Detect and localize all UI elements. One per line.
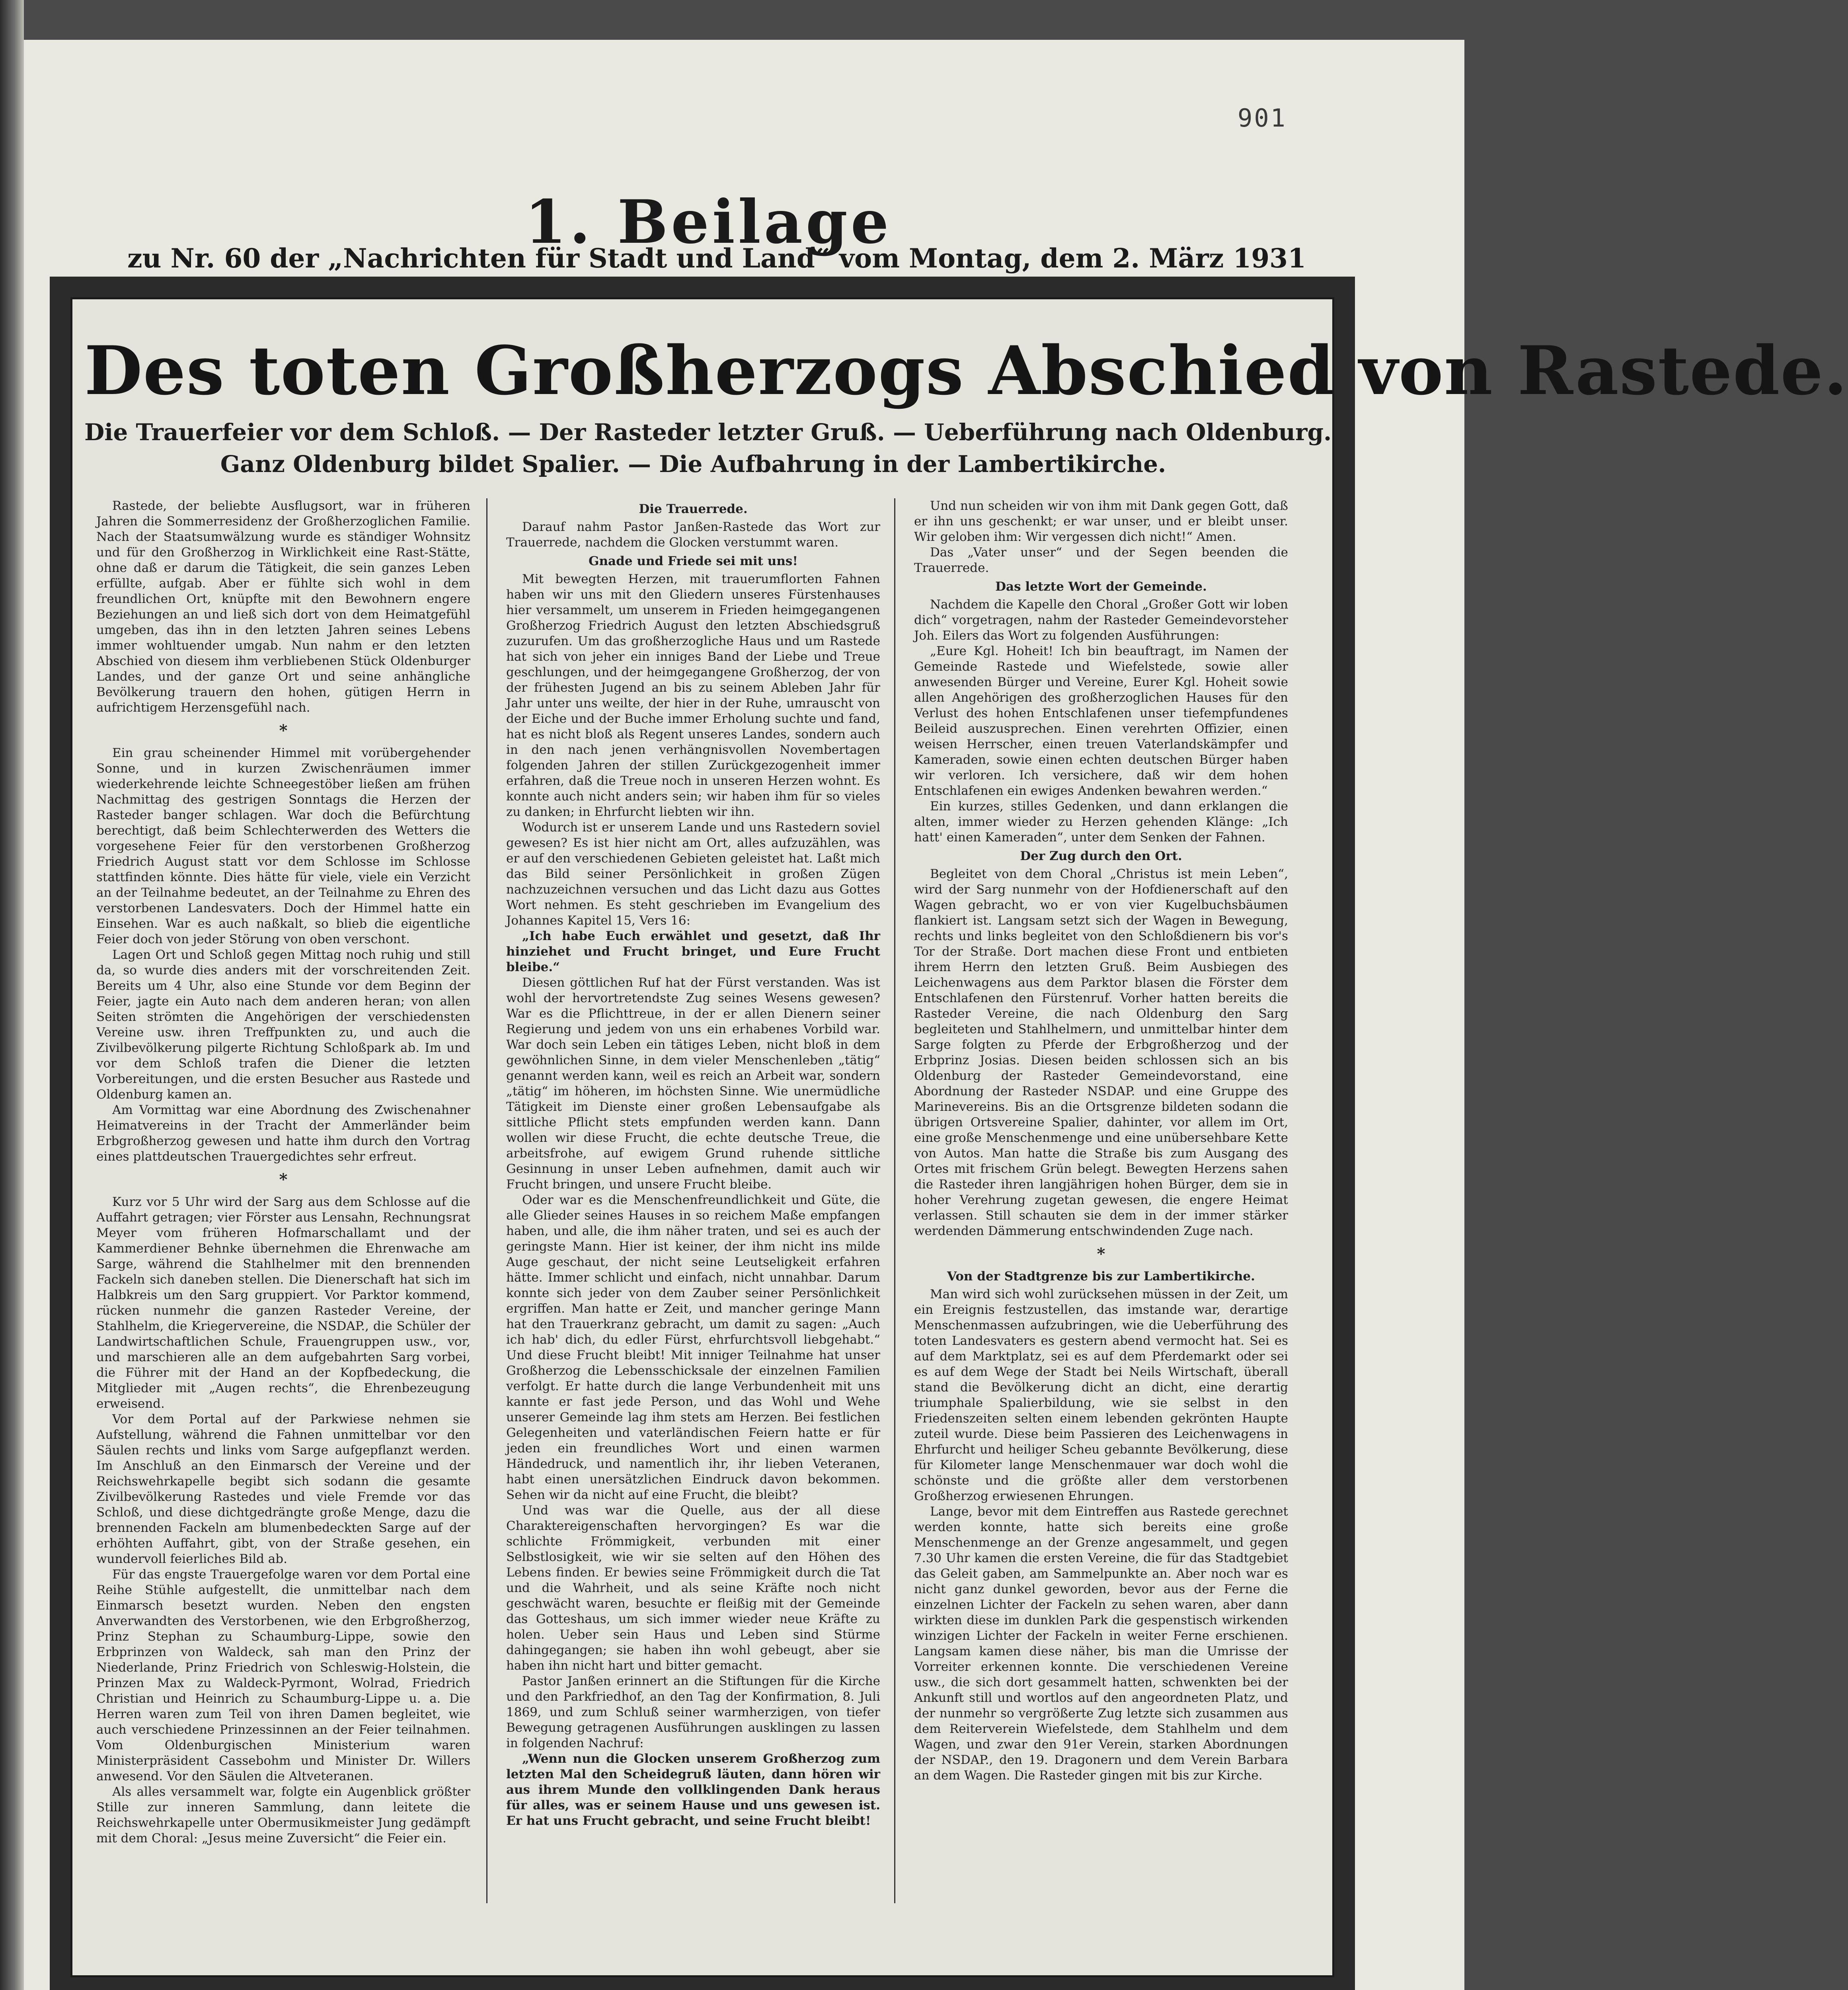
paragraph: Nachdem die Kapelle den Choral „Großer Gott wir loben dich“ vorgetragen, nahm der Rasteder Gemeindevorsteher Joh. Eilers das Wort zu folgenden Ausführungen: [914,597,1288,643]
paragraph: Lange, bevor mit dem Eintreffen aus Rastede gerechnet werden konnte, hatte sich bereits eine große Menschenmenge an der Grenze angesammelt, und gegen 7.30 Uhr kamen die ersten Vereine, die für das Stadtgebiet das Geleit gaben, am Sammelpunkte an. Aber noch war es nicht ganz dunkel geworden, bevor aus der Ferne die einzelnen Lichter der Fackeln zu sehen waren, aber dann wirkten diese im dunklen Park die gespenstisch wirkenden winzigen Lichter der Fackeln in weiter Ferne erschienen. Langsam kamen diese näher, bis man die Umrisse der Vorreiter erkennen konnte. Die verschiedenen Vereine usw., die sich dort gesammelt hatten, schwenkten bei der Ankunft still und wortlos auf den angeordneten Platz, und der nunmehr so vergrößerte Zug letzte sich zusammen aus dem Reiterverein Wiefelstede, dem Stahlhelm und dem Wagen, und zwar den 91er Verein, starken Abordnungen der NSDAP., den 19. Dragonern und dem Verein Barbara an dem Wagen. Die Rasteder gingen mit bis zur Kirche. [914,1504,1288,1783]
paragraph: Oder war es die Menschenfreundlichkeit und Güte, die alle Glieder seines Hauses in so reichem Maße empfangen haben, und alle, die ihm näher traten, und sei es auch der geringste Mann. Hier ist keiner, der ihm nicht ins milde Auge geschaut, der nicht seine Leutseligkeit erfahren hätte. Immer schlicht und einfach, nicht unnahbar. Darum konnte sich jeder von dem Zauber seiner Persönlichkeit ergriffen. Man hatte er Zeit, und mancher geringe Mann hat den Trauerkranz gebracht, um damit zu sagen: „Auch ich hab' dich, du edler Fürst, ehrfurchtsvoll liebgehabt.“ Und diese Frucht bleibt! Mit inniger Teilnahme hat unser Großherzog die Lebensschicksale der einzelnen Familien verfolgt. Er hatte durch die lange Verbundenheit mit uns kannte er fast jede Person, und das Wohl und Wehe unserer Gemeinde lag ihm stets am Herzen. Bei festlichen Gelegenheiten und vaterländischen Feiern hatte er für jeden ein freundliches Wort und einen warmen Händedruck, und namentlich ihr, ihr lieben Veteranen, habt einen unersätzlichen Eindruck davon bekommen. Sehen wir da nicht auf eine Frucht, die bleibt? [506,1193,880,1502]
supplement-title: 1. Beilage [524,187,892,257]
section-heading: Der Zug durch den Ort. [1020,849,1182,863]
column-rule [486,498,487,1903]
paragraph: Pastor Janßen erinnert an die Stiftungen für die Kirche und den Parkfriedhof, an den Tag der Konfirmation, 8. Juli 1869, und zum Schluß seiner warmherzigen, von tiefer Bewegung getragenen Ausführungen ausklingen zu lassen in folgenden Nachruf: [506,1674,880,1750]
paragraph: Als alles versammelt war, folgte ein Augenblick größter Stille zur inneren Sammlung, dann leitete die Reichswehrkapelle unter Obermusikmeister Jung gedämpft mit dem Choral: „Jesus meine Zuversicht“ die Feier ein. [96,1785,470,1846]
paragraph: Ein grau scheinender Himmel mit vorübergehender Sonne, und in kurzen Zwischenräumen immer wiederkehrende leichte Schneegestöber ließen am frühen Nachmittag des gestrigen Sonntags die Herzen der Rasteder banger schlagen. War doch die Befürchtung berechtigt, daß beim Schlechterwerden des Wetters die vorgesehene Feier für den verstorbenen Großherzog Friedrich August statt vor dem Schlosse im Schlosse stattfinden könnte. Dies hätte für viele, viele ein Verzicht an der Teilnahme bedeutet, an der Teilnahme zu Ehren des verstorbenen Landesvaters. Doch der Himmel hatte ein Einsehen. War es auch naßkalt, so blieb die eigentliche Feier doch von jeder Störung von oben verschont. [96,746,470,946]
paragraph: Rastede, der beliebte Ausflugsort, war in früheren Jahren die Sommerresidenz der Großherzoglichen Familie. Nach der Staatsumwälzung wurde es ständiger Wohnsitz und für den Großherzog in Wirklichkeit eine Rast-Stätte, ohne daß er darum die Tätigkeit, die sein ganzes Leben erfüllte, aufgab. Aber er fühlte sich wohl in dem freundlichen Ort, knüpfte mit den Bewohnern engere Beziehungen an und ließ sich dort von dem Heimatgefühl umgeben, das ihn in den letzten Jahren seines Lebens immer wohltuender umgab. Nun nahm er den letzten Abschied von diesem ihm verbliebenen Stück Oldenburger Landes, und der ganze Ort und seine anhängliche Bevölkerung trauern den hohen, gütigen Herrn in aufrichtigem Herzensgefühl nach. [96,499,470,715]
article-subheadline-1: Die Trauerfeier vor dem Schloß. — Der Rasteder letzter Gruß. — Ueberführung nach Oldenburg. [84,419,1332,446]
article-column-1 [96,498,470,1903]
article-column-2 [506,498,880,1903]
article-column-3 [914,498,1288,1903]
section-heading: Das letzte Wort der Gemeinde. [995,579,1207,594]
page-number: 901 [1238,103,1287,133]
paragraph: Ein kurzes, stilles Gedenken, und dann erklangen die alten, immer wieder zu Herzen gehenden Klänge: „Ich hatt' einen Kameraden“, unter dem Senken der Fahnen. [914,799,1288,845]
article-headline: Des toten Großherzogs Abschied von Rastede. [84,331,1848,410]
paragraph: Darauf nahm Pastor Janßen-Rastede das Wort zur Trauerrede, nachdem die Glocken verstummt waren. [506,520,880,550]
paragraph: Diesen göttlichen Ruf hat der Fürst verstanden. Was ist wohl der hervortretendste Zug seines Wesens gewesen? War es die Pflichttreue, in der er allen Dienern seiner Regierung und jedem von uns ein erhabenes Vorbild war. War doch sein Leben ein tätiges Leben, nicht bloß in dem gewöhnlichen Sinne, in dem vieler Menschenleben „tätig“ genannt werden kann, weil es reich an Arbeit war, sondern „tätig“ im höheren, im höchsten Sinne. Wie unermüdliche Tätigkeit im Dienste einer großen Lebensaufgabe als sittliche Pflicht stets empfunden werden kann. Dann wollen wir diese Frucht, die echte deutsche Treue, die arbeitsfrohe, auf ewigem Grund ruhende sittliche Gesinnung in unser Leben aufnehmen, damit auch wir Frucht bringen, und unsere Frucht bleibe. [506,975,880,1192]
quote-line: Gnade und Friede sei mit uns! [589,554,798,568]
paragraph: Und was war die Quelle, aus der all diese Charaktereigenschaften hervorgingen? Es war die schlichte Frömmigkeit, verbunden mit einer Selbstlosigkeit, wie wir sie selten auf den Höhen des Lebens finden. Er bewies seine Frömmigkeit durch die Tat und die Wahrheit, und als seine Kräfte noch nicht geschwächt waren, besuchte er fleißig mit der Gemeinde das Gotteshaus, um sich immer wieder neue Kräfte zu holen. Ueber sein Haus und Leben sind Stürme dahingegangen; sie haben ihn wohl gebeugt, aber sie haben ihn nicht hart und bitter gemacht. [506,1503,880,1673]
paragraph: Vor dem Portal auf der Parkwiese nehmen sie Aufstellung, während die Fahnen unmittelbar vor den Säulen rechts und links vom Sarge aufgepflanzt werden. Im Anschluß an den Einmarsch der Vereine und der Reichswehrkapelle begibt sich sodann die gesamte Zivilbevölkerung Rastedes und viele Fremde vor das Schloß, und diese dichtgedrängte große Menge, dazu die brennenden Fackeln am blumenbedeckten Sarge auf der erhöhten Auffahrt, gibt, von der Straße gesehen, ein wundervoll feierliches Bild ab. [96,1412,470,1566]
section-heading: Die Trauerrede. [639,502,748,516]
article-subheadline-2: Ganz Oldenburg bildet Spalier. — Die Aufbahrung in der Lambertikirche. [220,451,1166,478]
paragraph: Das „Vater unser“ und der Segen beenden die Trauerrede. [914,545,1288,575]
paragraph: Mit bewegten Herzen, mit trauerumflorten Fahnen haben wir uns mit den Gliedern unseres Fürstenhauses hier versammelt, um unserem in Frieden heimgegangenen Großherzog Friedrich August den letzten Abschiedsgruß zuzurufen. Um das großherzogliche Haus und um Rastede hat sich von jeher ein inniges Band der Liebe und Treue geschlungen, und der heimgegangene Großherzog, der von der frühesten Jugend an bis zu seinem Ableben Jahr für Jahr unter uns weilte, der hier in der Ruhe, umrauscht von der Eiche und der Buche immer Erholung suchte und fand, hat es nicht bloß als Regent unseres Landes, sondern auch in den nach jenen verhängnisvollen Novembertagen folgenden Jahren der stillen Zurückgezogenheit immer erfahren, daß die Treue noch in unseren Herzen wohnt. Es konnte auch nicht anders sein; wir haben ihm für so vieles zu danken; in Ehrfurcht liebten wir ihn. [506,572,880,819]
column-rule [894,498,895,1903]
section-star: * [1097,1245,1105,1263]
section-star: * [279,721,288,740]
mourning-border-frame [50,277,1848,1990]
paragraph: Lagen Ort und Schloß gegen Mittag noch ruhig und still da, so wurde dies anders mit der vorschreitenden Zeit. Bereits um 4 Uhr, also eine Stunde vor dem Beginn der Feier, jagte ein Auto nach dem anderen heran; von allen Seiten strömten die Angehörigen der verschiedensten Vereine usw. ihren Treffpunkten zu, und auch die Zivilbevölkerung pilgerte Richtung Schloßpark ab. Im und vor dem Schloß trafen die Diener die letzten Vorbereitungen, und die ersten Besucher aus Rastede und Oldenburg kamen an. [96,948,470,1102]
paragraph: Am Vormittag war eine Abordnung des Zwischenahner Heimatvereins in der Tracht der Ammerländer beim Erbgroßherzog gewesen und hatte ihm durch den Vortrag eines plattdeutschen Trauergedichtes sehr erfreut. [96,1103,470,1164]
paragraph: Und nun scheiden wir von ihm mit Dank gegen Gott, daß er ihn uns geschenkt; er war unser, und er bleibt unser. Wir geloben ihm: Wir vergessen dich nicht!“ Amen. [914,499,1288,544]
page-binding-edge [0,0,24,1990]
closing-quote: „Wenn nun die Glocken unserem Großherzog zum letzten Mal den Scheidegruß läuten, dann hören wir aus ihrem Munde den vollklingenden Dank heraus für alles, was er seinem Hause und uns gewesen ist. Er hat uns Frucht gebracht, und seine Frucht bleibt! [506,1752,880,1828]
paragraph: „Eure Kgl. Hoheit! Ich bin beauftragt, im Namen der Gemeinde Rastede und Wiefelstede, sowie aller anwesenden Bürger und Vereine, Eurer Kgl. Hoheit sowie allen Angehörigen des großherzoglichen Hauses für den Verlust des hohen Entschlafenen unser tiefempfundenes Beileid auszusprechen. Einen verehrten Offizier, einen weisen Herrscher, einen treuen Vaterlandskämpfer und Kameraden, sowie einen echten deutschen Bürger haben wir verloren. Ich versichere, daß wir dem hohen Entschlafenen ein ewiges Andenken bewahren werden.“ [914,644,1288,798]
newspaper-page [24,40,1848,1990]
paragraph: Wodurch ist er unserem Lande und uns Rastedern soviel gewesen? Es ist hier nicht am Ort, alles aufzuzählen, was er auf den verschiedenen Gebieten geleistet hat. Laßt mich das Bild seiner Persönlichkeit in großen Zügen nachzuzeichnen versuchen und das Licht dazu aus Gottes Wort nehmen. Es steht geschrieben im Evangelium des Johannes Kapitel 15, Vers 16: [506,820,880,928]
section-star: * [279,1170,288,1189]
paragraph: Man wird sich wohl zurücksehen müssen in der Zeit, um ein Ereignis festzustellen, das imstande war, derartige Menschenmassen aufzubringen, wie die Ueberführung des toten Landesvaters es gestern abend vermocht hat. Sei es auf dem Marktplatz, sei es auf dem Pferdemarkt oder sei es auf dem Wege der Stadt bei Neils Wirtschaft, überall stand die Bevölkerung dicht an dicht, eine derartig triumphale Spalierbildung, wie sie selbst in den Friedenszeiten selten einem lebenden gekrönten Haupte zuteil wurde. Diese beim Passieren des Leichenwagens in Ehrfurcht und heiliger Scheu gebannte Bevölkerung, diese für Kilometer lange Menschenmauer war doch wohl die schönste und die größte aller dem verstorbenen Großherzog erwiesenen Ehrungen. [914,1287,1288,1503]
paragraph: Kurz vor 5 Uhr wird der Sarg aus dem Schlosse auf die Auffahrt getragen; vier Förster aus Lensahn, Rechnungsrat Meyer vom früheren Hofmarschallamt und der Kammerdiener Behnke übernehmen die Ehrenwache am Sarge, während die Stahlhelmer mit den brennenden Fackeln sich daneben stellen. Die Dienerschaft hat sich im Halbkreis um den Sarg gruppiert. Vor Parktor kommend, rücken nunmehr die ganzen Rasteder Vereine, der Stahlhelm, die Kriegervereine, die NSDAP., die Schüler der Landwirtschaftlichen Schule, Frauengruppen usw., vor, und marschieren alle an dem aufgebahrten Sarg vorbei, die Führer mit der Hand an der Kopfbedeckung, die Mitglieder mit „Augen rechts“, die Ehrenbezeugung erweisend. [96,1195,470,1411]
paragraph: Für das engste Trauergefolge waren vor dem Portal eine Reihe Stühle aufgestellt, die unmittelbar nach dem Einmarsch besetzt wurden. Neben den engsten Anverwandten des Verstorbenen, wie den Erbgroßherzog, Prinz Stephan zu Schaumburg-Lippe, sowie den Erbprinzen von Waldeck, sah man den Prinz der Niederlande, Prinz Friedrich von Schleswig-Holstein, die Prinzen Max zu Waldeck-Pyrmont, Wolrad, Friedrich Christian und Heinrich zu Schaumburg-Lippe u. a. Die Herren waren zum Teil von ihren Damen begleitet, wie auch verschiedene Prinzessinnen an der Feier teilnahmen. Vom Oldenburgischen Ministerium waren Ministerpräsident Cassebohm und Minister Dr. Willers anwesend. Vor den Säulen die Altveteranen. [96,1567,470,1783]
bible-quote: „Ich habe Euch erwählet und gesetzt, daß Ihr hinziehet und Frucht bringet, und Eure Frucht bleibe.“ [506,929,880,974]
supplement-subtitle: zu Nr. 60 der „Nachrichten für Stadt und Land“ vom Montag, dem 2. März 1931 [127,243,1306,274]
paragraph: Begleitet von dem Choral „Christus ist mein Leben“, wird der Sarg nunmehr von der Hofdienerschaft auf den Wagen gebracht, wo er von vier Kugelbuchsbäumen flankiert ist. Langsam setzt sich der Wagen in Bewegung, rechts und links begleitet von den Schloßdienern bis vor's Tor der Straße. Dort machen diese Front und entbieten ihrem Herrn den letzten Gruß. Beim Ausbiegen des Leichenwagens aus dem Parktor blasen die Förster dem Entschlafenen den Fürstenruf. Vorher hatten bereits die Rasteder Vereine, die nach Oldenburg den Sarg begleiteten und Stahlhelmern, und unmittelbar hinter dem Sarge folgten zu Pferde der Erbgroßherzog und der Erbprinz Josias. Diesen beiden schlossen sich an bis Oldenburg der Rasteder Gemeindevorstand, eine Abordnung der Rasteder NSDAP. und eine Gruppe des Marinevereins. Bis an die Ortsgrenze bildeten sodann die übrigen Ortsvereine Spalier, dahinter, vor allem im Ort, eine große Menschenmenge und eine unübersehbare Kette von Autos. Man hatte die Straße bis zum Ausgang des Ortes mit frischem Grün belegt. Bewegten Herzens sahen die Rasteder ihren langjährigen hohen Bürger, dem sie in hoher Verehrung zugetan gewesen, die engere Heimat verlassen. Still schauten sie dem in der immer stärker werdenden Dämmerung entschwindenden Zuge nach. [914,867,1288,1238]
section-heading: Von der Stadtgrenze bis zur Lambertikirche. [947,1269,1255,1284]
article-box [70,297,1848,1977]
